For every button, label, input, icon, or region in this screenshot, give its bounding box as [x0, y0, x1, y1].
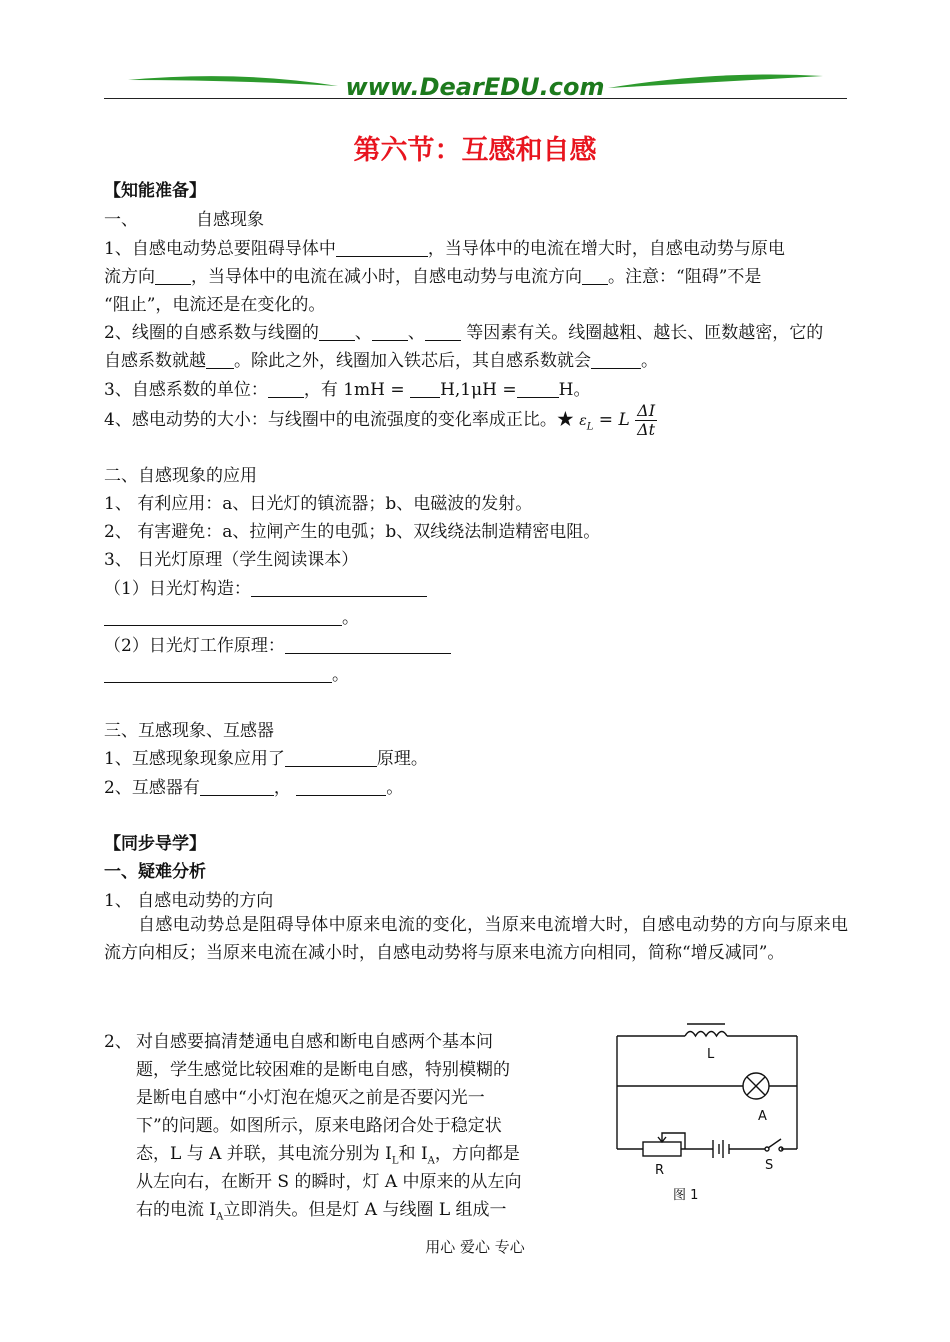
inductor-coil-icon	[685, 1032, 727, 1037]
q1-line3: “阻止”，电流还是在变化的。	[104, 295, 326, 315]
subsection-2: 二、自感现象的应用	[104, 466, 257, 486]
blank	[268, 381, 304, 398]
header-banner	[128, 66, 823, 102]
blank	[200, 779, 274, 796]
q2-line1: 2、线圈的自感系数与线圈的 、 、 等因素有关。线圈越粗、越长、匝数越密，它的	[104, 323, 824, 343]
blank	[582, 268, 608, 285]
banner-leaf-left	[128, 76, 338, 86]
rheostat-icon	[643, 1142, 681, 1156]
blank	[285, 637, 451, 654]
p1-title: 1、 自感电动势的方向	[104, 891, 274, 911]
formula-eq: = L	[598, 410, 630, 430]
blank	[517, 381, 559, 398]
footer-slogan: 用心 爱心 专心	[425, 1238, 525, 1256]
subsection-1: 一、 自感现象	[104, 210, 264, 230]
q3-line: 3、自感系数的单位： ，有 1mH = H,1μH = H。	[104, 380, 591, 400]
lamp-structure-cont: 。	[104, 603, 359, 628]
p2-line4: 下”的问题。如图所示，原来电路闭合处于稳定状	[136, 1116, 502, 1136]
blank	[104, 666, 332, 683]
q2-line2: 自感系数就越 。除此之外，线圈加入铁芯后，其自感系数就会 。	[104, 351, 658, 371]
lamp-principle: （2）日光灯工作原理：	[104, 631, 451, 656]
formula-fraction: $\frac{\Delta I}{\Delta t}$	[637, 401, 656, 439]
blank	[591, 352, 641, 369]
section-heading-guide: 【同步导学】	[104, 834, 206, 854]
circuit-diagram	[615, 1016, 815, 1206]
formula-epsilon: ε	[579, 413, 587, 429]
app-3: 3、 日光灯原理（学生阅读课本）	[104, 550, 359, 570]
blank	[155, 268, 191, 285]
blank	[104, 609, 342, 626]
label-R: R	[655, 1163, 665, 1178]
header-rule	[104, 98, 847, 99]
p2-line1: 对自感要搞清楚通电自感和断电自感两个基本问	[136, 1032, 493, 1052]
blank	[319, 324, 355, 341]
subsection-analysis: 一、疑难分析	[104, 862, 206, 882]
m1-line: 1、互感现象现象应用了 原理。	[104, 749, 428, 769]
p2-line2: 题，学生感觉比较困难的是断电自感，特别模糊的	[136, 1060, 510, 1080]
m2-line: 2、互感器有 ， 。	[104, 778, 404, 798]
blank	[296, 779, 386, 796]
site-logo-text: www.DearEDU.com	[345, 73, 605, 101]
switch-lever-icon	[768, 1139, 781, 1148]
label-L: L	[707, 1047, 715, 1062]
blank	[206, 352, 234, 369]
p2-line6: 从左向右，在断开 S 的瞬时，灯 A 中原来的从左向	[136, 1172, 522, 1192]
q1-line1: 1、自感电动势总要阻碍导体中 ，当导体中的电流在增大时，自感电动势与原电	[104, 239, 785, 259]
label-S: S	[765, 1158, 774, 1173]
app-1: 1、 有利应用：a、日光灯的镇流器；b、电磁波的发射。	[104, 494, 533, 514]
p2-line5: 态，L 与 A 并联，其电流分别为 $I_L$和 $I_A$，方向都是	[136, 1144, 520, 1167]
blank	[285, 750, 377, 767]
blank	[336, 240, 428, 257]
blank	[425, 324, 461, 341]
figure-caption: 图 1	[673, 1188, 699, 1203]
q4-line: 4、感电动势的大小：与线圈中的电流强度的变化率成正比。★ $\varepsilon_L = L$ $\frac{\Delta I}{\Delta t}$	[104, 401, 656, 439]
section-heading-prep: 【知能准备】	[104, 181, 206, 201]
blank	[410, 381, 440, 398]
p2-line7: 右的电流 $I_A$立即消失。但是灯 A 与线圈 L 组成一	[136, 1200, 507, 1223]
p1-text: 自感电动势总是阻碍导体中原来电流的变化，当原来电流增大时，自感电动势的方向与原来电流方向相反；当原来电流在减小时，自感电动势将与原来电流方向相同，简称“增反减同”。	[104, 915, 848, 963]
label-A: A	[758, 1109, 767, 1124]
lamp-structure: （1）日光灯构造：	[104, 574, 427, 599]
p2-num: 2、	[104, 1032, 132, 1052]
blank	[251, 580, 427, 597]
page-title: 第六节：互感和自感	[353, 135, 597, 166]
battery-icon	[713, 1140, 729, 1158]
subsection-3: 三、互感现象、互感器	[104, 721, 274, 741]
blank	[372, 324, 408, 341]
p2-line3: 是断电自感中“小灯泡在熄灭之前是否要闪光一	[136, 1088, 485, 1108]
banner-leaf-right	[608, 75, 823, 89]
q1-line2: 流方向 ，当导体中的电流在减小时，自感电动势与电流方向 。注意：“阻碍”不是	[104, 267, 762, 287]
app-2: 2、 有害避免：a、拉闸产生的电弧；b、双线绕法制造精密电阻。	[104, 522, 601, 542]
lamp-cross	[747, 1077, 765, 1095]
lamp-principle-cont: 。	[104, 660, 349, 685]
